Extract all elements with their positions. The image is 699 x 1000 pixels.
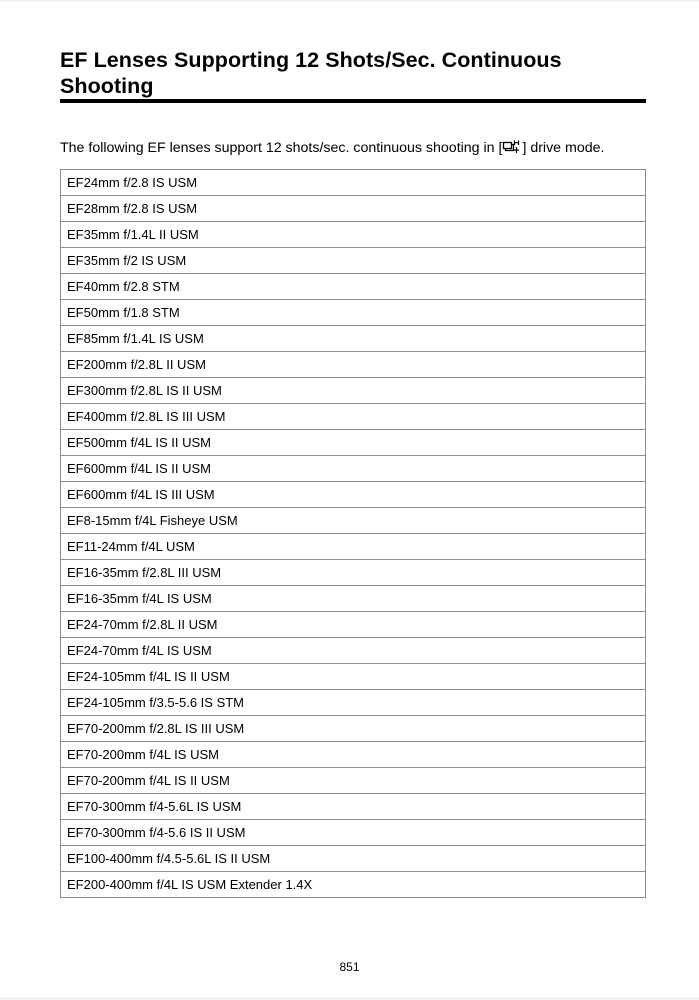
intro-text-before: The following EF lenses support 12 shots/sec. continuous shooting in [ [60, 140, 503, 156]
table-row [61, 326, 646, 352]
lens-name-cell: EF40mm f/2.8 STM [61, 274, 646, 300]
lens-name-cell: EF200-400mm f/4L IS USM Extender 1.4X [61, 872, 646, 898]
lens-name-cell: EF50mm f/1.8 STM [61, 300, 646, 326]
lens-name-cell: EF16-35mm f/2.8L III USM [61, 560, 646, 586]
table-row [61, 534, 646, 560]
table-row [61, 196, 646, 222]
intro-text-after: ] drive mode. [522, 140, 605, 156]
lens-name-cell: EF400mm f/2.8L IS III USM [61, 404, 646, 430]
table-row [61, 742, 646, 768]
lens-name-cell: EF16-35mm f/4L IS USM [61, 586, 646, 612]
lens-name-cell: EF70-200mm f/4L IS USM [61, 742, 646, 768]
lens-name-cell: EF35mm f/1.4L II USM [61, 222, 646, 248]
lens-table [60, 169, 646, 898]
table-row [61, 820, 646, 846]
table-row [61, 508, 646, 534]
table-row [61, 560, 646, 586]
lens-table-body [61, 170, 646, 898]
lens-name-cell: EF85mm f/1.4L IS USM [61, 326, 646, 352]
lens-name-cell: EF35mm f/2 IS USM [61, 248, 646, 274]
table-row [61, 716, 646, 742]
lens-name-cell: EF28mm f/2.8 IS USM [61, 196, 646, 222]
lens-name-cell: EF100-400mm f/4.5-5.6L IS II USM [61, 846, 646, 872]
lens-name-cell: EF24mm f/2.8 IS USM [61, 170, 646, 196]
table-row [61, 586, 646, 612]
table-row [61, 274, 646, 300]
lens-name-cell: EF70-200mm f/4L IS II USM [61, 768, 646, 794]
lens-name-cell: EF600mm f/4L IS II USM [61, 456, 646, 482]
table-row [61, 248, 646, 274]
document-page [0, 2, 699, 997]
lens-name-cell: EF24-105mm f/4L IS II USM [61, 664, 646, 690]
table-row [61, 430, 646, 456]
page-number: 851 [339, 960, 360, 974]
intro-paragraph [60, 139, 604, 157]
lens-name-cell: EF600mm f/4L IS III USM [61, 482, 646, 508]
table-row [61, 170, 646, 196]
lens-name-cell: EF500mm f/4L IS II USM [61, 430, 646, 456]
table-row [61, 378, 646, 404]
table-row [61, 300, 646, 326]
lens-name-cell: EF24-105mm f/3.5-5.6 IS STM [61, 690, 646, 716]
lens-name-cell: EF24-70mm f/2.8L II USM [61, 612, 646, 638]
lens-name-cell: EF70-200mm f/2.8L IS III USM [61, 716, 646, 742]
table-row [61, 690, 646, 716]
lens-name-cell: EF300mm f/2.8L IS II USM [61, 378, 646, 404]
lens-name-cell: EF24-70mm f/4L IS USM [61, 638, 646, 664]
table-row [61, 638, 646, 664]
table-row [61, 768, 646, 794]
lens-name-cell: EF70-300mm f/4-5.6L IS USM [61, 794, 646, 820]
table-row [61, 664, 646, 690]
table-row [61, 794, 646, 820]
lens-name-cell: EF11-24mm f/4L USM [61, 534, 646, 560]
table-row [61, 612, 646, 638]
table-row [61, 404, 646, 430]
table-row [61, 352, 646, 378]
table-row [61, 482, 646, 508]
lens-name-cell: EF8-15mm f/4L Fisheye USM [61, 508, 646, 534]
table-row [61, 222, 646, 248]
table-row [61, 846, 646, 872]
lens-name-cell: EF70-300mm f/4-5.6 IS II USM [61, 820, 646, 846]
table-row [61, 872, 646, 898]
lens-name-cell: EF200mm f/2.8L II USM [61, 352, 646, 378]
page-title: EF Lenses Supporting 12 Shots/Sec. Continuous Shooting [60, 48, 562, 98]
high-speed-continuous-shooting-icon [502, 140, 522, 154]
title-underline [60, 99, 646, 103]
table-row [61, 456, 646, 482]
